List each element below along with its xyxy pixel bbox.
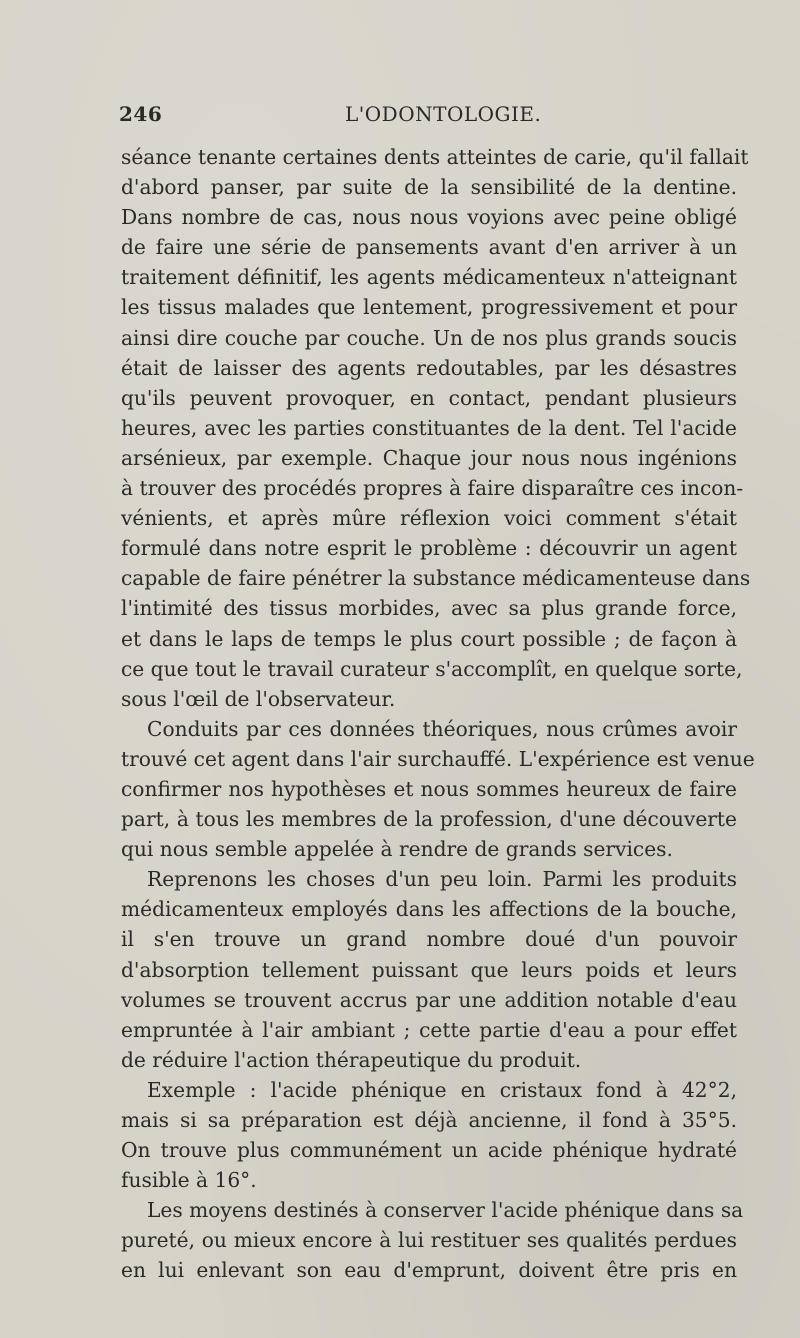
text-line: d'abord panser, par suite de la sensibilité de la dentine. <box>121 175 737 200</box>
text-line: mais si sa préparation est déjà ancienne, il fond à 35°5. <box>121 1108 737 1132</box>
text-line: empruntée à l'air ambiant ; cette partie d'eau a pour effet <box>121 1017 737 1042</box>
text-line: ainsi dire couche par couche. Un de nos plus grands soucis <box>121 325 737 350</box>
paragraph <box>121 142 751 714</box>
paragraph <box>121 1075 737 1195</box>
text-line: était de laisser des agents redoutables, par les désastres <box>121 355 737 380</box>
text-line: Conduits par ces données théoriques, nous crûmes avoir <box>147 716 737 741</box>
text-line: Exemple : l'acide phénique en cristaux fond à 42°2, <box>147 1077 737 1102</box>
text-line: formulé dans notre esprit le problème : découvrir un agent <box>121 536 737 561</box>
text-line: d'absorption tellement puissant que leurs poids et leurs <box>121 957 737 982</box>
text-line: de faire une série de pansements avant d'en arriver à un <box>121 235 737 260</box>
paragraph <box>121 1195 744 1285</box>
text-line: Dans nombre de cas, nous nous voyions avec peine obligé <box>121 205 737 230</box>
text-line: confirmer nos hypothèses et nous sommes heureux de faire <box>121 776 737 801</box>
text-line: l'intimité des tissus morbides, avec sa plus grande force, <box>121 596 737 621</box>
running-title: L'ODONTOLOGIE. <box>345 102 542 126</box>
text-line: à trouver des procédés propres à faire disparaître ces incon- <box>121 476 744 501</box>
text-line: capable de faire pénétrer la substance médicamenteuse dans <box>121 566 751 591</box>
page-number: 246 <box>119 102 163 126</box>
text-line: On trouve plus communément un acide phénique hydraté <box>121 1138 737 1163</box>
text-line: heures, avec les parties constituantes de la dent. Tel l'acide <box>121 415 737 440</box>
text-line: qu'ils peuvent provoquer, en contact, pendant plusieurs <box>121 385 737 410</box>
text-line: les tissus malades que lentement, progressivement et pour <box>121 295 737 320</box>
text-line: Les moyens destinés à conserver l'acide phénique dans sa <box>147 1198 744 1223</box>
text-line: pureté, ou mieux encore à lui restituer ses qualités perdues <box>121 1228 737 1253</box>
paragraph <box>121 714 755 864</box>
text-line: part, à tous les membres de la profession, d'une découverte <box>121 807 737 832</box>
text-line: qui nous semble appelée à rendre de grands services. <box>121 837 673 862</box>
text-line: médicamenteux employés dans les affections de la bouche, <box>121 897 737 922</box>
text-line: arsénieux, par exemple. Chaque jour nous nous ingénions <box>121 445 737 470</box>
paragraph <box>121 864 737 1075</box>
text-line: il s'en trouve un grand nombre doué d'un pouvoir <box>121 927 737 952</box>
body-text <box>121 142 755 1286</box>
running-head <box>119 102 737 130</box>
text-line: Reprenons les choses d'un peu loin. Parmi les produits <box>147 867 737 892</box>
text-line: trouvé cet agent dans l'air surchauffé. L'expérience est venue <box>121 746 755 771</box>
text-line: volumes se trouvent accrus par une addition notable d'eau <box>121 987 737 1012</box>
text-line: ce que tout le travail curateur s'accomplît, en quelque sorte, <box>121 656 743 681</box>
text-line: de réduire l'action thérapeutique du produit. <box>121 1047 582 1072</box>
text-line: sous l'œil de l'observateur. <box>121 686 396 711</box>
text-line: en lui enlevant son eau d'emprunt, doivent être pris en <box>121 1258 737 1283</box>
text-line: traitement définitif, les agents médicamenteux n'atteignant <box>121 265 737 290</box>
text-line: séance tenante certaines dents atteintes de carie, qu'il fallait <box>121 145 749 169</box>
text-line: et dans le laps de temps le plus court possible ; de façon à <box>121 626 737 651</box>
text-line: fusible à 16°. <box>121 1168 257 1193</box>
text-line: vénients, et après mûre réflexion voici comment s'était <box>121 506 737 531</box>
